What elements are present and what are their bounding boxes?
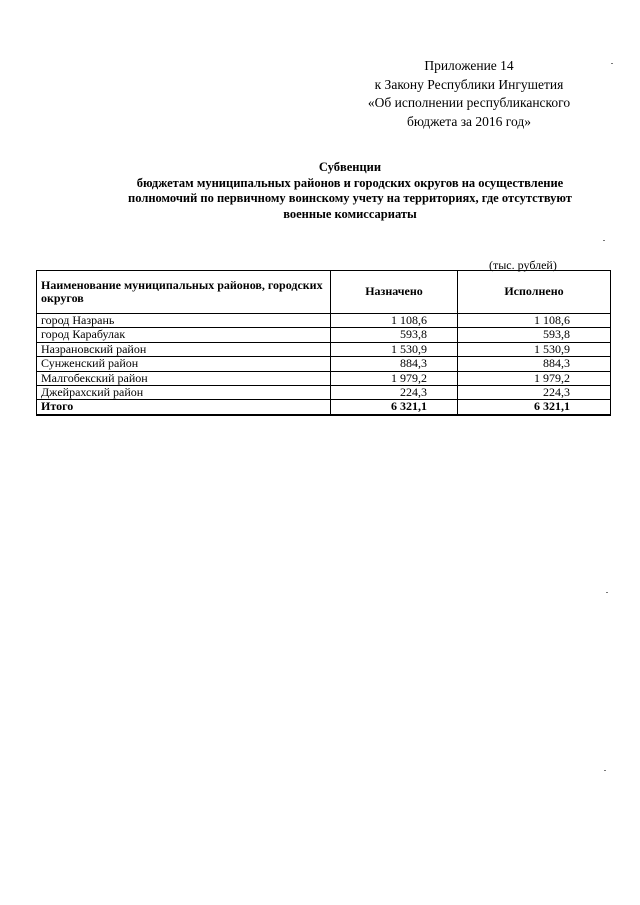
row-name: Назрановский район (37, 342, 331, 356)
header-executed: Исполнено (458, 271, 611, 314)
title-line-3: полномочий по первичному воинскому учету на территориях, где отсутствуют (128, 191, 572, 205)
row-name: Малгобекский район (37, 371, 331, 385)
row-executed: 1 979,2 (458, 371, 611, 385)
subventions-table (36, 270, 611, 416)
scan-speck (611, 63, 613, 64)
table-row (37, 342, 611, 356)
appendix-header (338, 57, 600, 131)
row-assigned: 1 530,9 (331, 342, 458, 356)
table-total-row (37, 400, 611, 415)
title-line-4: военные комиссариаты (283, 206, 417, 221)
table-row (37, 314, 611, 328)
row-name: город Карабулак (37, 328, 331, 342)
total-name: Итого (37, 400, 331, 415)
row-executed: 1 108,6 (458, 314, 611, 328)
row-assigned: 224,3 (331, 386, 458, 400)
row-executed: 884,3 (458, 357, 611, 371)
row-executed: 1 530,9 (458, 342, 611, 356)
total-executed: 6 321,1 (458, 400, 611, 415)
row-name: город Назрань (37, 314, 331, 328)
row-executed: 593,8 (458, 328, 611, 342)
table-row (37, 386, 611, 400)
row-assigned: 1 979,2 (331, 371, 458, 385)
row-executed: 224,3 (458, 386, 611, 400)
total-assigned: 6 321,1 (331, 400, 458, 415)
row-name: Сунженский район (37, 357, 331, 371)
document-title (60, 160, 640, 222)
appendix-law-year: бюджета за 2016 год» (407, 113, 531, 129)
title-line-1: Субвенции (318, 160, 382, 174)
title-line-2: бюджетам муниципальных районов и городских округов на осуществление (136, 175, 564, 190)
header-name: Наименование муниципальных районов, городских округов (37, 271, 331, 314)
row-assigned: 593,8 (331, 328, 458, 342)
appendix-law: к Закону Республики Ингушетия (374, 76, 564, 92)
scan-speck (604, 770, 606, 771)
row-assigned: 884,3 (331, 357, 458, 371)
table-row (37, 371, 611, 385)
table-row (37, 328, 611, 342)
header-assigned: Назначено (331, 271, 458, 314)
appendix-number: Приложение 14 (424, 58, 514, 73)
table-header-row (37, 271, 611, 314)
appendix-law-title: «Об исполнении республиканского (367, 95, 571, 110)
table-row (37, 357, 611, 371)
units-label: (тыс. рублей) (489, 258, 557, 272)
row-assigned: 1 108,6 (331, 314, 458, 328)
scan-speck (606, 592, 608, 593)
scan-speck (603, 240, 605, 241)
row-name: Джейрахский район (37, 386, 331, 400)
